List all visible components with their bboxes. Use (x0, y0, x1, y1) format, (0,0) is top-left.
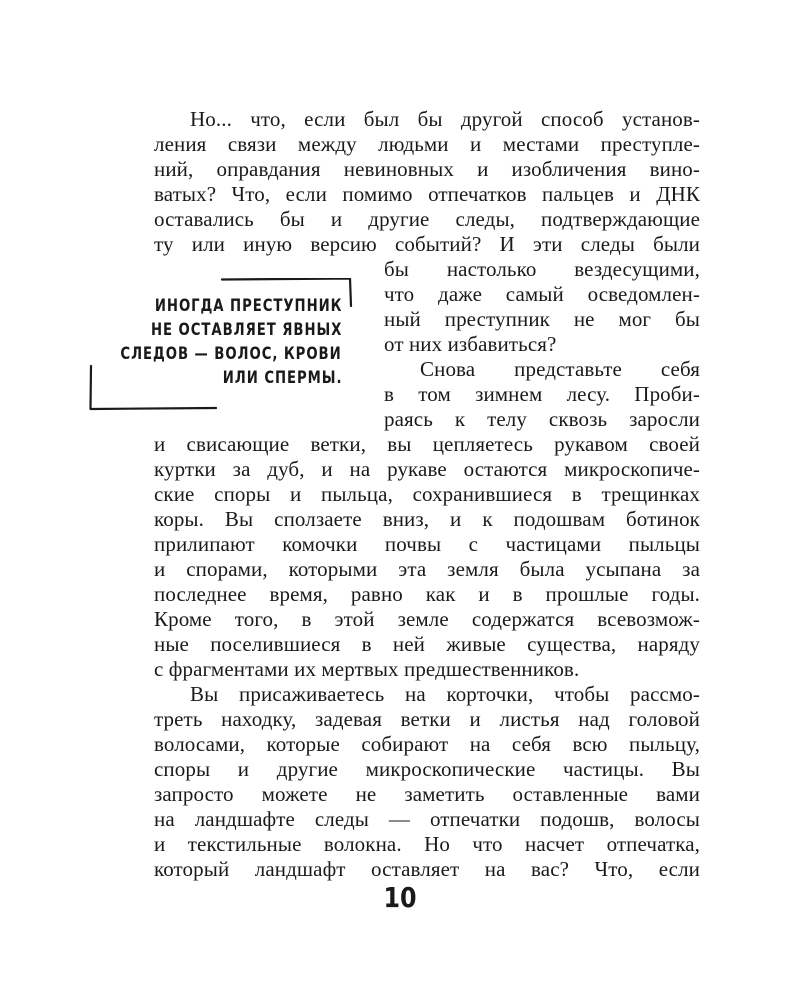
body-text-line: с фрагментами их мертвых предшественников. (154, 657, 580, 681)
body-text-line: бы настолько вездесущими, (384, 257, 700, 281)
body-text-line: и текстильные волокна. Но что насчет отпечатка, (154, 832, 700, 856)
body-text-line: ный преступник не мог бы (384, 307, 700, 331)
body-text-line: треть находку, задевая ветки и листья над головой (154, 707, 700, 731)
body-text-line: раясь к телу сквозь заросли (384, 407, 700, 431)
body-text-line: Кроме того, в этой земле содержатся всевозмож- (154, 607, 700, 631)
body-text-line: ватых? Что, если помимо отпечатков пальцев и ДНК (154, 182, 700, 206)
pull-quote-line: НЕ ОСТАВЛЯЕТ ЯВНЫХ (150, 320, 342, 340)
body-text-line: и свисающие ветки, вы цепляетесь рукавом своей (154, 432, 700, 456)
body-text-line: ские споры и пыльца, сохранившиеся в трещинках (154, 482, 700, 506)
body-text-line: волосами, которые собирают на себя всю пыльцу, (154, 732, 700, 756)
body-text-line: запросто можете не заметить оставленные вами (154, 782, 700, 806)
body-text-line: на ландшафте следы — отпечатки подошв, волосы (154, 807, 700, 831)
body-text-line: оставались бы и другие следы, подтверждающие (154, 207, 700, 231)
body-text-line: и спорами, которыми эта земля была усыпана за (154, 557, 700, 581)
body-text-line: ту или иную версию событий? И эти следы были (154, 232, 700, 256)
body-text-line: последнее время, равно как и в прошлые годы. (154, 582, 700, 606)
body-text-line: от них избавиться? (384, 332, 557, 356)
body-text-line: Но... что, если был бы другой способ установ- (190, 107, 700, 131)
pull-quote (88, 278, 356, 412)
body-text-line: в том зимнем лесу. Проби- (384, 382, 700, 406)
body-text-line: Вы присаживаетесь на корточки, чтобы рассмо- (190, 682, 700, 706)
pull-quote-line: ИЛИ СПЕРМЫ. (222, 368, 342, 388)
body-text-line: куртки за дуб, и на рукаве остаются микроскопиче- (154, 457, 700, 481)
body-text-line: коры. Вы сползаете вниз, и к подошвам ботинок (154, 507, 700, 531)
body-text-line: ные поселившиеся в ней живые существа, наряду (154, 632, 700, 656)
body-text-line: Снова представьте себя (420, 357, 700, 381)
pull-quote-line: ИНОГДА ПРЕСТУПНИК (154, 296, 342, 316)
pull-quote-line: СЛЕДОВ — ВОЛОС, КРОВИ (120, 344, 342, 364)
body-text-line: ний, оправдания невиновных и изобличения вино- (154, 157, 700, 181)
body-text-line: что даже самый осведомлен- (384, 282, 700, 306)
body-text-line: прилипают комочки почвы с частицами пыльцы (154, 532, 700, 556)
body-text-line: который ландшафт оставляет на вас? Что, если (154, 857, 700, 881)
body-text-line: споры и другие микроскопические частицы. Вы (154, 757, 700, 781)
body-text-line: ления связи между людьми и местами преступле- (154, 132, 700, 156)
page-number: 10 (383, 881, 417, 914)
